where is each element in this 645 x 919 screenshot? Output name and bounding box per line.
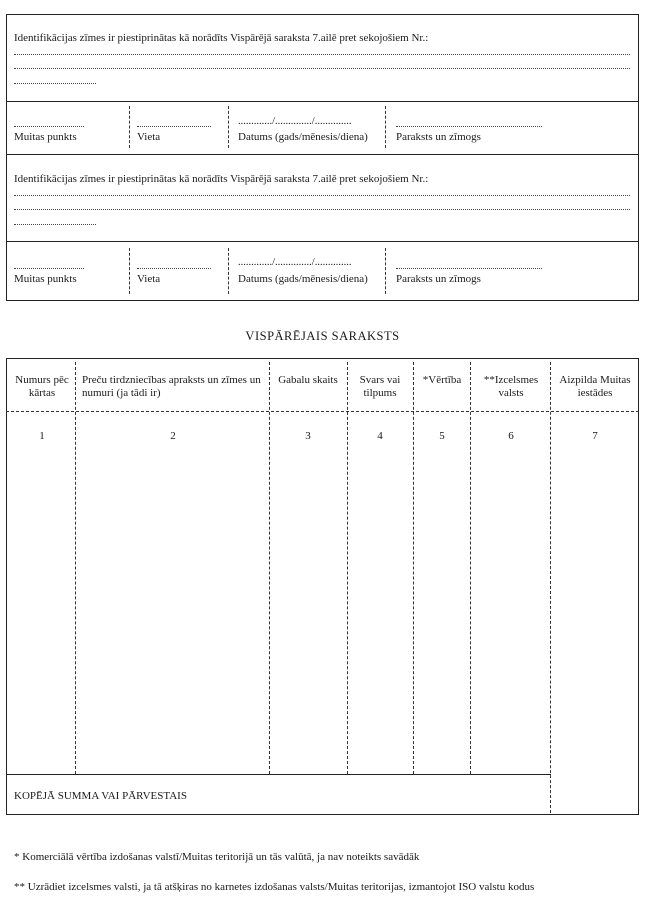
customs-post-label: Muitas punkts [14,273,77,285]
fill-line[interactable] [14,83,96,84]
total-label: KOPĒJĀ SUMMA VAI PĀRVESTAIS [14,790,187,802]
identification-statement-1: Identifikācijas zīmes ir piestiprinātas kā norādīts Vispārējā saraksta 7.ailē pret sekojošiem Nr.: [14,32,429,44]
fill-line[interactable] [14,195,630,196]
signature-field[interactable] [396,268,542,269]
column-number: 2 [170,430,176,442]
date-field[interactable]: ............./............../.............. [238,116,352,127]
column-divider [228,106,229,148]
total-row-divider [6,774,551,775]
column-header-description: Preču tirdzniecības apraksts un zīmes un numuri (ja tādi ir) [82,374,261,399]
header-divider [6,411,639,412]
column-number: 3 [305,430,311,442]
place-field[interactable] [137,126,211,127]
signature-label: Paraksts un zīmogs [396,273,481,285]
date-field[interactable]: ............./............../.............. [238,257,352,268]
column-number: 6 [508,430,514,442]
place-label: Vieta [137,273,161,285]
customs-post-label: Muitas punkts [14,131,77,143]
place-field[interactable] [137,268,211,269]
column-header-value: *Vērtība [422,374,462,386]
column-header-customs: Aizpilda Muitas iestādes [559,374,631,399]
date-label: Datums (gads/mēnesis/diena) [238,131,368,143]
signature-label: Paraksts un zīmogs [396,131,481,143]
column-header-number: Numurs pēc kārtas [15,374,69,399]
footnote-1: * Komerciālā vērtība izdošanas valstī/Muitas teritorijā un tās valūtā, ja nav noteikts savādāk [14,851,420,863]
column-divider [228,248,229,294]
column-header-origin: **Izcelsmes valsts [483,374,539,399]
bottom-border [6,300,639,301]
column-header-pieces: Gabalu skaits [278,374,338,386]
identification-block-2 [6,154,639,242]
column-number: 4 [377,430,383,442]
left-border [6,102,7,154]
fill-line[interactable] [14,209,630,210]
left-border [6,242,7,300]
column-divider [385,248,386,294]
date-label: Datums (gads/mēnesis/diena) [238,273,368,285]
fill-line[interactable] [14,68,630,69]
table-body[interactable] [8,450,548,772]
place-label: Vieta [137,131,161,143]
customs-post-field[interactable] [14,126,84,127]
fill-line[interactable] [14,54,630,55]
column-number: 7 [592,430,598,442]
column-divider [385,106,386,148]
column-header-weight: Svars vai tilpums [359,374,401,399]
customs-post-field[interactable] [14,268,84,269]
identification-statement-2: Identifikācijas zīmes ir piestiprinātas kā norādīts Vispārējā saraksta 7.ailē pret sekojošiem Nr.: [14,173,429,185]
right-border [638,242,639,300]
right-border [638,102,639,154]
column-divider [550,362,551,813]
signature-field[interactable] [396,126,542,127]
fill-line[interactable] [14,224,96,225]
column-number: 5 [439,430,445,442]
general-list-title: VISPĀRĒJAIS SARAKSTS [245,329,400,343]
column-number: 1 [39,430,45,442]
identification-block-1 [6,14,639,102]
column-divider [129,106,130,148]
column-divider [129,248,130,294]
footnote-2: ** Uzrādiet izcelsmes valsti, ja tā atšķiras no karnetes izdošanas valsts/Muitas teritorijas, izmantojot ISO valstu kodus [14,881,535,893]
